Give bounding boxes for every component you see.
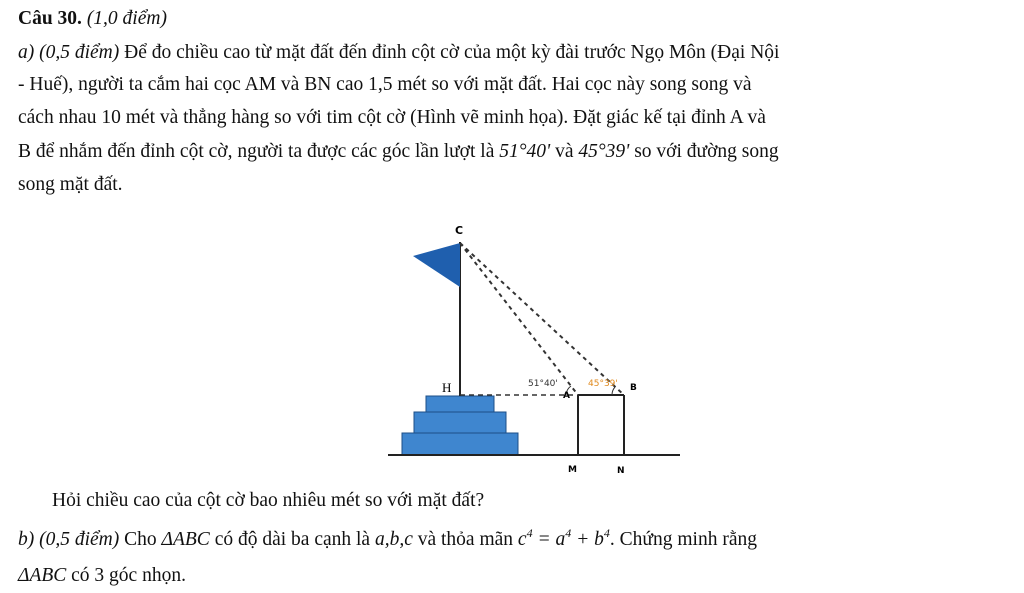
part-a-text-4b: và [550,141,579,162]
part-a-label: a) (0,5 điểm) [18,42,120,63]
part-b-line-2 [18,563,994,589]
label-a: A [563,391,570,401]
base-step-middle [414,412,506,433]
eq-exp-a: 4 [565,526,572,540]
part-a-text-1: Để đo chiều cao từ mặt đất đến đỉnh cột cờ của một kỳ đài trước Ngọ Môn (Đại Nội [119,42,780,63]
triangle-symbol: ΔABC [161,529,210,550]
flag [413,243,460,287]
eq-exp-b: 4 [603,526,610,540]
part-a-line-2: - Huế), người ta cắm hai cọc AM và BN cao 1,5 mét so với mặt đất. Hai cọc này song song và [18,74,752,95]
angle-label-a: 51°40' [528,379,558,389]
label-m: M [568,465,577,475]
part-a-text-4c: so với đường song [629,141,779,162]
eq-a: a [555,529,566,550]
side-variables: a,b,c [374,529,413,550]
part-b-text-5: có 3 góc nhọn. [66,565,186,586]
eq-equals: = [532,529,556,550]
label-c: C [455,224,464,237]
part-a-question: Hỏi chiều cao của cột cờ bao nhiêu mét so với mặt đất? [52,490,485,511]
angle-label-b: 45°39' [588,379,618,389]
angle-value-2: 45°39' [578,141,630,162]
part-b-text-4: . Chứng minh rằng [609,529,757,550]
label-b: B [630,383,637,393]
equation [517,526,610,550]
eq-plus: + [571,529,595,550]
part-a-line-5: song mặt đất. [18,174,123,195]
part-b-text-1: Cho [119,529,162,550]
sight-line-bc [460,243,624,395]
part-b-label: b) (0,5 điểm) [18,529,120,550]
label-h: H [442,380,452,395]
question-number: Câu 30. [18,8,82,29]
base-step-top [426,396,494,412]
part-b-text-2: có độ dài ba cạnh là [209,529,375,550]
eq-exp-c: 4 [526,526,533,540]
base-step-bottom [402,433,518,455]
eq-c: c [517,529,527,550]
question-points: (1,0 điểm) [86,8,167,29]
part-a-text-4: B để nhắm đến đỉnh cột cờ, người ta được các góc lần lượt là [18,141,500,162]
label-n: N [617,466,625,476]
eq-b: b [594,529,604,550]
triangle-symbol-2: ΔABC [18,565,67,586]
angle-value-1: 51°40' [499,141,551,162]
part-a-line-3: cách nhau 10 mét và thẳng hàng so với tim cột cờ (Hình vẽ minh họa). Đặt giác kế tại đỉnh A và [18,107,766,128]
sight-line-ac [460,243,578,395]
part-b-text-3: và thỏa mãn [412,529,518,550]
part-b-line-1 [18,527,994,553]
